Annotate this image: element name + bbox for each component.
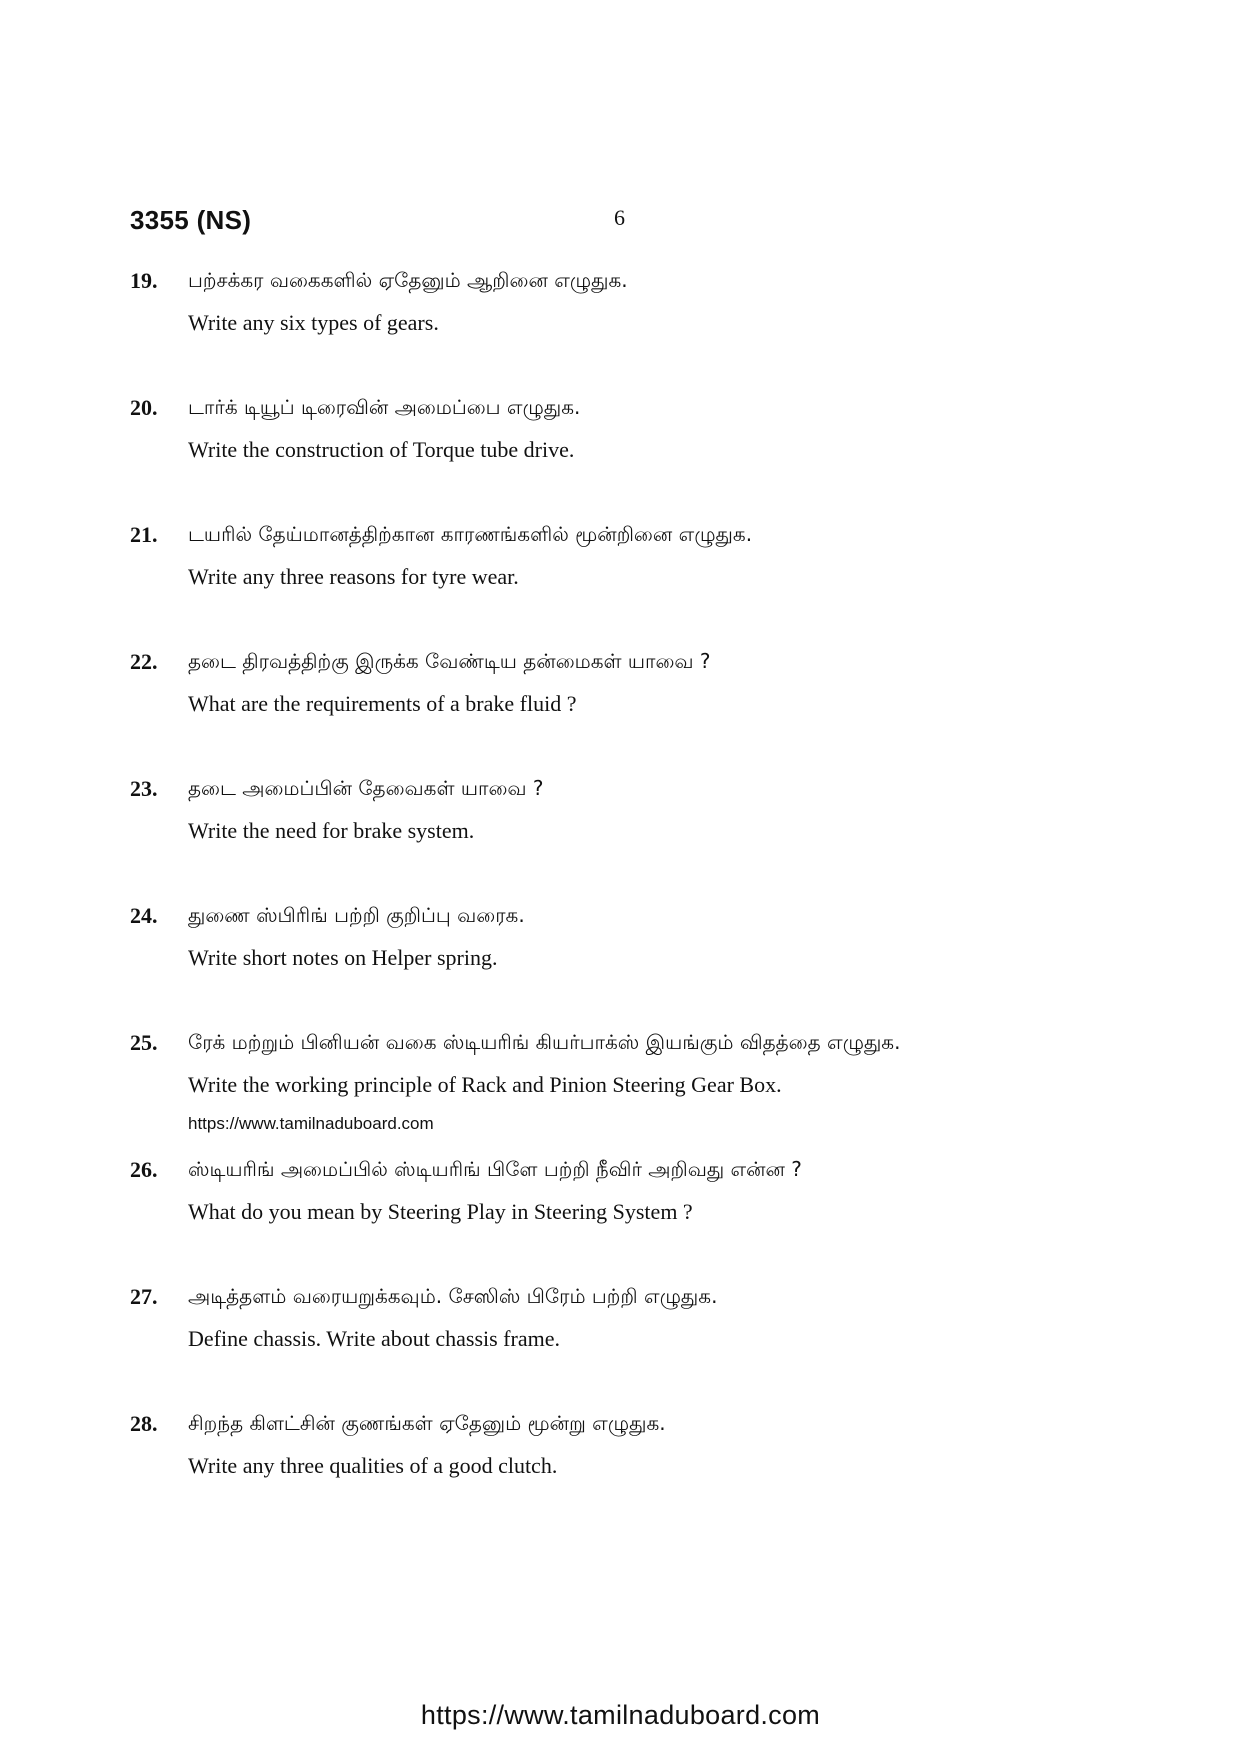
question-number: 22. <box>130 649 158 674</box>
question-english: Write any three qualities of a good clutch. <box>188 1453 558 1478</box>
paper-code: 3355 (NS) <box>130 205 252 235</box>
question-english: Write the construction of Torque tube drive. <box>188 437 575 462</box>
page-number: 6 <box>614 205 625 230</box>
watermark-link[interactable]: https://www.tamilnaduboard.com <box>188 1114 434 1133</box>
question-number: 23. <box>130 776 158 801</box>
question-english: Write any six types of gears. <box>188 310 439 335</box>
question-english: Write any three reasons for tyre wear. <box>188 564 519 589</box>
question-english: What do you mean by Steering Play in Steering System ? <box>188 1199 693 1224</box>
question-tamil: ஸ்டியரிங் அமைப்பில் ஸ்டியரிங் பிளே பற்றி நீவிர் அறிவது என்ன ? <box>188 1157 802 1181</box>
footer-link[interactable]: https://www.tamilnaduboard.com <box>420 1700 821 1730</box>
question-tamil: பற்சக்கர வகைகளில் ஏதேனும் ஆறினை எழுதுக. <box>188 268 628 292</box>
question-number: 27. <box>130 1284 158 1309</box>
question-number: 19. <box>130 268 158 293</box>
question-27 <box>130 1284 1150 1411</box>
question-number: 28. <box>130 1411 158 1436</box>
question-english: Write short notes on Helper spring. <box>188 945 498 970</box>
question-23 <box>130 776 1150 903</box>
question-tamil: ரேக் மற்றும் பினியன் வகை ஸ்டியரிங் கியர்பாக்ஸ் இயங்கும் விதத்தை எழுதுக. <box>188 1030 901 1054</box>
question-tamil: டார்க் டியூப் டிரைவின் அமைப்பை எழுதுக. <box>188 395 581 419</box>
question-24 <box>130 903 1150 1030</box>
question-list <box>130 268 1150 1538</box>
question-english: What are the requirements of a brake fluid ? <box>188 691 577 716</box>
question-number: 24. <box>130 903 158 928</box>
question-number: 25. <box>130 1030 158 1055</box>
question-number: 26. <box>130 1157 158 1182</box>
question-20 <box>130 395 1150 522</box>
question-english: Write the working principle of Rack and Pinion Steering Gear Box. <box>188 1072 782 1097</box>
question-tamil: அடித்தளம் வரையறுக்கவும். சேஸிஸ் பிரேம் பற்றி எழுதுக. <box>188 1284 718 1308</box>
question-tamil: தடை அமைப்பின் தேவைகள் யாவை ? <box>188 776 544 800</box>
question-number: 20. <box>130 395 158 420</box>
question-19 <box>130 268 1150 395</box>
question-tamil: தடை திரவத்திற்கு இருக்க வேண்டிய தன்மைகள் யாவை ? <box>188 649 711 673</box>
question-28 <box>130 1411 1150 1538</box>
question-22 <box>130 649 1150 776</box>
question-english: Define chassis. Write about chassis frame. <box>188 1326 560 1351</box>
question-tamil: துணை ஸ்பிரிங் பற்றி குறிப்பு வரைக. <box>188 903 525 927</box>
question-english: Write the need for brake system. <box>188 818 475 843</box>
question-21 <box>130 522 1150 649</box>
question-number: 21. <box>130 522 158 547</box>
question-26 <box>130 1157 1150 1284</box>
question-tamil: சிறந்த கிளட்சின் குணங்கள் ஏதேனும் மூன்று எழுதுக. <box>188 1411 666 1435</box>
question-25 <box>130 1030 1150 1157</box>
question-tamil: டயரில் தேய்மானத்திற்கான காரணங்களில் மூன்றினை எழுதுக. <box>188 522 753 546</box>
